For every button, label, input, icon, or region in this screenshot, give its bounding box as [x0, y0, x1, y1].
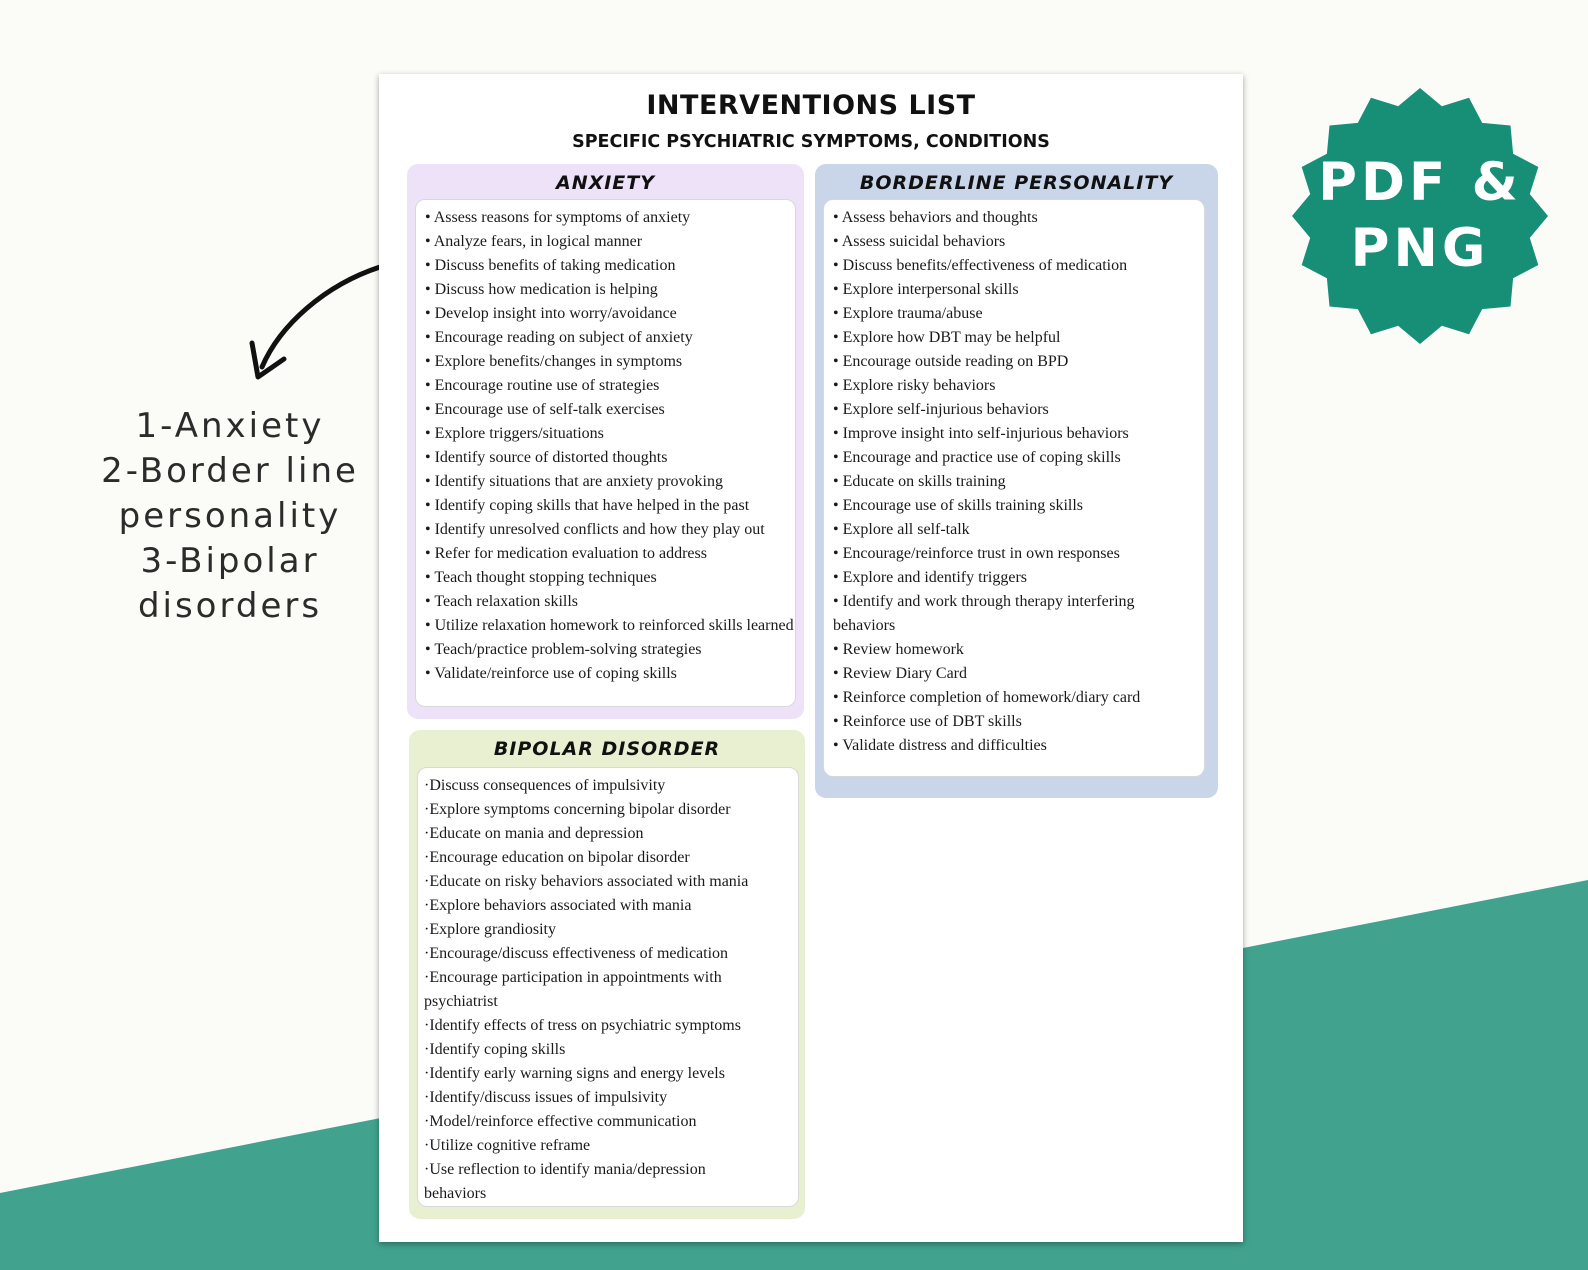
bipolar-disorder-list-box [417, 767, 799, 1207]
list-item: • Explore interpersonal skills [833, 281, 1019, 298]
list-item: • Encourage use of self-talk exercises [425, 401, 665, 418]
list-item: • Reinforce completion of homework/diary card [833, 689, 1141, 706]
anxiety-list [425, 206, 800, 686]
list-item: • Identify source of distorted thoughts [425, 449, 668, 466]
list-item: • Refer for medication evaluation to address [425, 545, 707, 562]
document-page [379, 74, 1243, 1242]
list-item: • Review homework [833, 641, 964, 658]
list-item: • Encourage outside reading on BPD [833, 353, 1069, 370]
list-item: ·Explore behaviors associated with mania [424, 897, 692, 914]
list-item: ·Educate on risky behaviors associated with mania [424, 873, 749, 890]
list-item: ·Model/reinforce effective communication [424, 1113, 697, 1130]
list-item: • Identify situations that are anxiety provoking [425, 473, 723, 490]
list-item: • Explore trauma/abuse [833, 305, 983, 322]
list-item: • Develop insight into worry/avoidance [425, 305, 677, 322]
list-item: • Improve insight into self-injurious behaviors [833, 425, 1129, 442]
list-item: ·Identify coping skills [424, 1041, 566, 1058]
list-item: • Encourage and practice use of coping skills [833, 449, 1121, 466]
list-item: • Assess suicidal behaviors [833, 233, 1006, 250]
borderline-personality-panel [815, 164, 1218, 798]
list-item: ·Identify early warning signs and energy levels [424, 1065, 725, 1082]
list-item: ·Identify/discuss issues of impulsivity [424, 1089, 668, 1106]
list-item: • Explore risky behaviors [833, 377, 996, 394]
list-item: • Teach relaxation skills [425, 593, 579, 610]
anxiety-panel [407, 164, 804, 719]
list-item: • Identify unresolved conflicts and how they play out [425, 521, 765, 538]
curved-arrow-icon [240, 255, 390, 395]
list-item: • Reinforce use of DBT skills [833, 713, 1022, 730]
list-item: • Encourage/reinforce trust in own responses [833, 545, 1120, 562]
list-item: • Assess reasons for symptoms of anxiety [425, 209, 691, 226]
list-item: • Encourage use of skills training skills [833, 497, 1084, 514]
list-item: • Teach thought stopping techniques [425, 569, 657, 586]
list-item: ·Discuss consequences of impulsivity [424, 777, 666, 794]
list-item: • Explore how DBT may be helpful [833, 329, 1061, 346]
badge-text [1290, 150, 1550, 282]
side-label: 1-Anxiety [135, 406, 325, 446]
list-item: • Validate/reinforce use of coping skills [425, 665, 677, 682]
list-item: • Utilize relaxation homework to reinforced skills learned [425, 617, 794, 634]
borderline-personality-list-box [823, 199, 1205, 777]
list-item: • Explore and identify triggers [833, 569, 1027, 586]
anxiety-panel-title: ANXIETY [555, 172, 656, 194]
side-label: disorders [137, 586, 323, 626]
page-subtitle: SPECIFIC PSYCHIATRIC SYMPTOMS, CONDITIONS [572, 132, 1050, 152]
list-item: • Review Diary Card [833, 665, 968, 682]
list-item: • Explore all self-talk [833, 521, 970, 538]
list-item: • Discuss benefits of taking medication [425, 257, 676, 274]
list-item: • Identify and work through therapy interfering behaviors [833, 593, 1135, 634]
list-item: • Discuss how medication is helping [425, 281, 658, 298]
list-item: • Educate on skills training [833, 473, 1006, 490]
list-item: • Validate distress and difficulties [833, 737, 1047, 754]
list-item: ·Explore grandiosity [424, 921, 556, 938]
side-labels [100, 404, 360, 629]
list-item: • Explore self-injurious behaviors [833, 401, 1049, 418]
borderline-personality-panel-title: BORDERLINE PERSONALITY [859, 172, 1174, 194]
page-title: INTERVENTIONS LIST [646, 90, 976, 121]
badge-line-1: PDF & [1318, 152, 1522, 213]
side-label: personality [118, 496, 342, 536]
list-item: • Encourage routine use of strategies [425, 377, 660, 394]
list-item: ·Encourage education on bipolar disorder [424, 849, 690, 866]
list-item: • Assess behaviors and thoughts [833, 209, 1038, 226]
list-item: ·Encourage/discuss effectiveness of medication [424, 945, 729, 962]
list-item: • Analyze fears, in logical manner [425, 233, 643, 250]
list-item: • Teach/practice problem-solving strategies [425, 641, 702, 658]
list-item: ·Utilize cognitive reframe [424, 1137, 591, 1154]
list-item: • Explore triggers/situations [425, 425, 604, 442]
list-item: ·Educate on mania and depression [424, 825, 644, 842]
side-label: 2-Border line [101, 451, 359, 491]
list-item: • Explore benefits/changes in symptoms [425, 353, 683, 370]
list-item: ·Encourage participation in appointments with psychiatrist [424, 969, 722, 1010]
anxiety-list-box [415, 199, 796, 707]
list-item: ·Use reflection to identify mania/depression behaviors [424, 1161, 706, 1202]
bipolar-disorder-panel [409, 730, 805, 1219]
borderline-personality-list [833, 206, 1176, 758]
bipolar-disorder-list [424, 774, 764, 1206]
list-item: ·Explore symptoms concerning bipolar disorder [424, 801, 731, 818]
list-item: ·Identify effects of tress on psychiatric symptoms [424, 1017, 741, 1034]
side-label: 3-Bipolar [140, 541, 320, 581]
bipolar-disorder-panel-title: BIPOLAR DISORDER [493, 738, 721, 760]
list-item: • Encourage reading on subject of anxiety [425, 329, 693, 346]
list-item: • Identify coping skills that have helped in the past [425, 497, 750, 514]
badge-line-2: PNG [1350, 218, 1490, 279]
list-item: • Discuss benefits/effectiveness of medication [833, 257, 1128, 274]
